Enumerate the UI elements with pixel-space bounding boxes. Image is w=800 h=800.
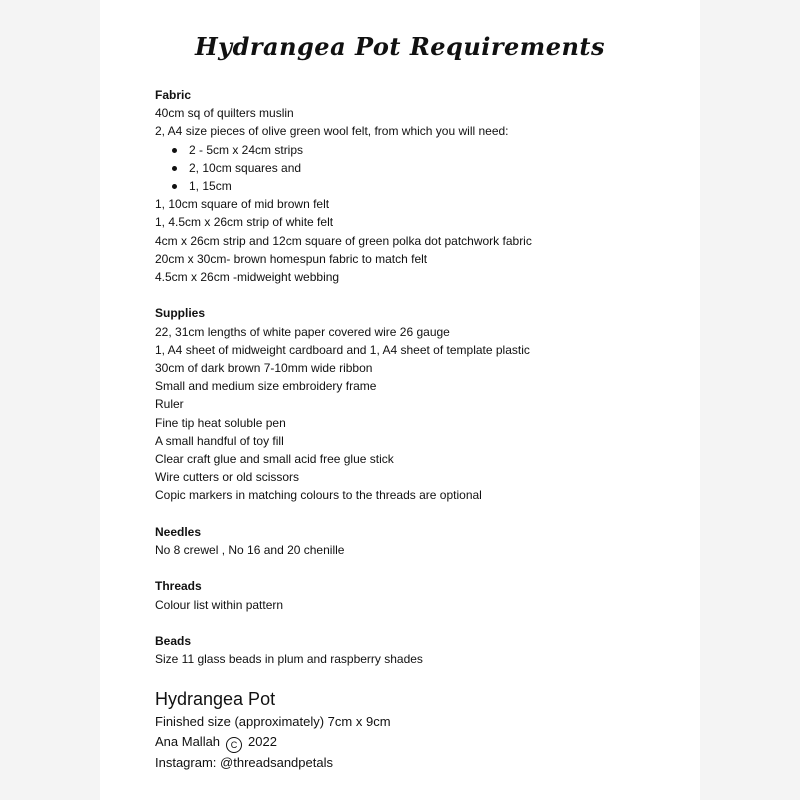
supplies-item: Copic markers in matching colours to the threads are optional [155,488,482,503]
spacer [155,505,675,523]
supplies-item: Small and medium size embroidery frame [155,379,377,394]
fabric-bullet: 1, 15cm [155,177,675,195]
fabric-item: 40cm sq of quilters muslin [155,106,294,121]
threads-heading: Threads [155,579,202,594]
spacer [155,286,675,304]
fabric-item: 4.5cm x 26cm -midweight webbing [155,270,340,285]
supplies-item: Wire cutters or old scissors [155,470,300,485]
beads-heading: Beads [155,634,192,649]
fabric-bullet-list [155,141,675,196]
fabric-item: 1, 10cm square of mid brown felt [155,197,330,212]
supplies-item: A small handful of toy fill [155,433,284,448]
fabric-item: 1, 4.5cm x 26cm strip of white felt [155,215,334,230]
fabric-heading: Fabric [155,88,192,102]
supplies-item: 1, A4 sheet of midweight cardboard and 1, A4 sheet of template plastic [155,342,530,357]
threads-item: Colour list within pattern [155,597,284,612]
copyright-line [155,732,675,753]
fabric-item: 2, A4 size pieces of olive green wool felt, from which you will need: [155,124,509,139]
supplies-item: 22, 31cm lengths of white paper covered wire 26 gauge [155,324,450,339]
requirements-content [155,86,675,668]
fabric-item: 4cm x 26cm strip and 12cm square of green polka dot patchwork fabric [155,233,532,248]
beads-item: Size 11 glass beads in plum and raspberry shades [155,652,423,667]
supplies-item: 30cm of dark brown 7-10mm wide ribbon [155,361,373,376]
needles-item: No 8 crewel , No 16 and 20 chenille [155,543,345,558]
fabric-bullet: 2 - 5cm x 24cm strips [155,141,675,159]
supplies-item: Ruler [155,397,184,412]
copyright-year: 2022 [248,733,277,749]
page-title: Hydrangea Pot Requirements [194,32,606,61]
supplies-heading: Supplies [155,306,206,321]
fabric-bullet: 2, 10cm squares and [155,159,675,177]
fabric-item: 20cm x 30cm- brown homespun fabric to match felt [155,251,428,266]
footer [155,686,675,772]
author-name: Ana Mallah [155,733,221,749]
needles-heading: Needles [155,524,202,539]
supplies-item: Clear craft glue and small acid free glue stick [155,452,394,467]
instagram-handle: Instagram: @threadsandpetals [155,754,333,770]
supplies-item: Fine tip heat soluble pen [155,415,286,430]
copyright-icon: C [226,737,242,753]
finished-size: Finished size (approximately) 7cm x 9cm [155,714,391,729]
spacer [155,614,675,632]
spacer [155,559,675,577]
footer-title: Hydrangea Pot [155,689,276,709]
